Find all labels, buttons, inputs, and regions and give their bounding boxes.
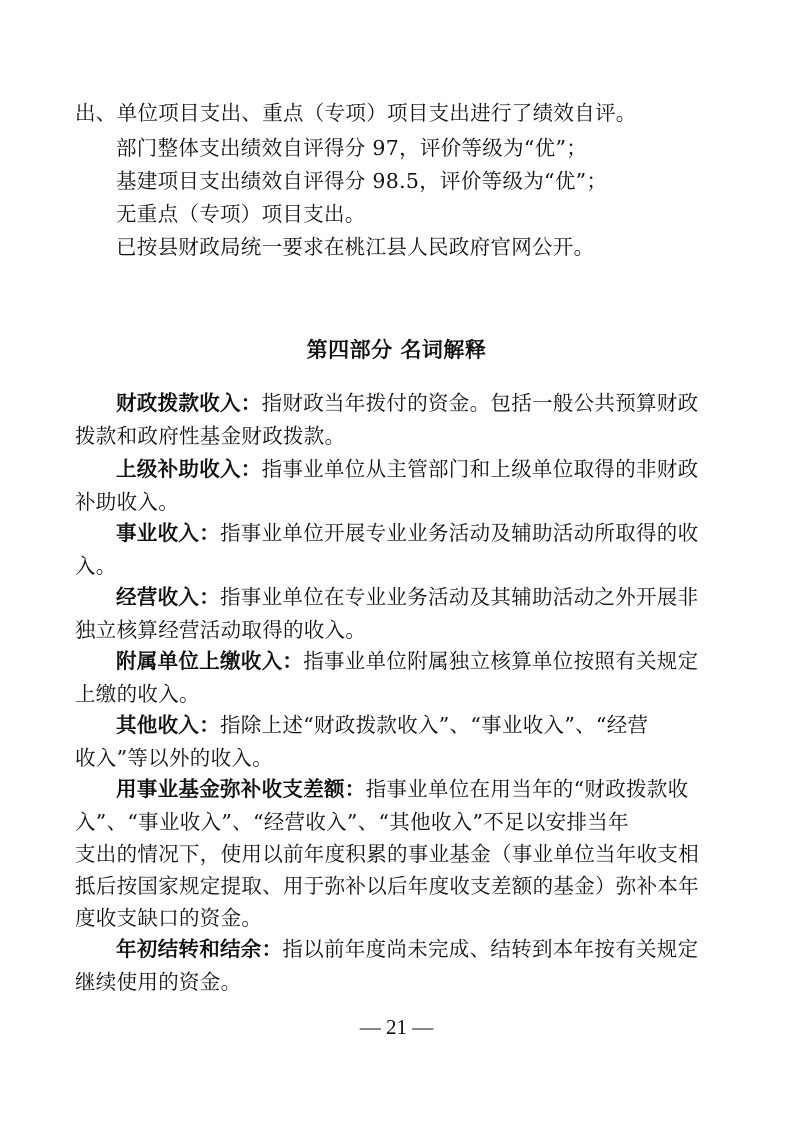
definition-text: 指财政当年拨付的资金。包括一般公共预算财政 (261, 391, 699, 415)
definition-continuation: 入”、“事业收入”、“经营收入”、“其他收入”不足以安排当年 (75, 810, 629, 834)
definition-line (116, 931, 736, 967)
definition-term: 财政拨款收入： (116, 391, 262, 415)
definition-line (116, 707, 736, 743)
definition-line (116, 515, 736, 551)
intro-line-5: 已按县财政局统一要求在桃江县人民政府官网公开。 (116, 235, 595, 259)
definition-term: 经营收入： (116, 585, 220, 609)
definition-text: 指事业单位开展专业业务活动及辅助活动所取得的收 (220, 521, 699, 545)
definition-line (116, 643, 736, 679)
definition-continuation: 继续使用的资金。 (75, 970, 242, 994)
definition-text: 指事业单位从主管部门和上级单位取得的非财政 (261, 457, 699, 481)
definition-line (116, 579, 736, 615)
definition-term: 事业收入： (116, 521, 220, 545)
definition-text: 指事业单位在专业业务活动及其辅助活动之外开展非 (220, 585, 699, 609)
definition-continuation: 入。 (75, 554, 117, 578)
definition-continuation: 独立核算经营活动取得的收入。 (75, 618, 367, 642)
definition-continuation: 补助收入。 (75, 490, 179, 514)
definition-continuation: 抵后按国家规定提取、用于弥补以后年度收支差额的基金）弥补本年 (75, 874, 699, 898)
definition-term: 年初结转和结余： (116, 937, 283, 961)
definition-term: 上级补助收入： (116, 457, 262, 481)
intro-line-2: 部门整体支出绩效自评得分 97，评价等级为“优”； (116, 136, 588, 160)
definition-term: 用事业基金弥补收支差额： (116, 777, 366, 801)
definition-line (116, 451, 736, 487)
definition-line (116, 771, 736, 807)
definition-term: 其他收入： (116, 713, 220, 737)
definition-continuation: 支出的情况下，使用以前年度积累的事业基金（事业单位当年收支相 (75, 842, 699, 866)
intro-line-4: 无重点（专项）项目支出。 (116, 202, 366, 226)
definition-line (116, 385, 736, 421)
page-number: — 21 — (359, 1015, 434, 1039)
intro-line-1: 出、单位项目支出、重点（专项）项目支出进行了绩效自评。 (75, 101, 637, 125)
definition-continuation: 拨款和政府性基金财政拨款。 (75, 424, 346, 448)
section-title: 第四部分 名词解释 (306, 338, 487, 362)
definition-continuation: 收入”等以外的收入。 (75, 746, 273, 770)
definition-text: 指事业单位在用当年的“财政拨款收 (365, 777, 689, 801)
intro-line-3: 基建项目支出绩效自评得分 98.5，评价等级为“优”； (116, 169, 608, 193)
definition-continuation: 度收支缺口的资金。 (75, 906, 263, 930)
definition-text: 指事业单位附属独立核算单位按照有关规定 (303, 649, 699, 673)
definition-text: 指以前年度尚未完成、结转到本年按有关规定 (282, 937, 699, 961)
definition-term: 附属单位上缴收入： (116, 649, 304, 673)
definition-continuation: 上缴的收入。 (75, 682, 200, 706)
definition-text: 指除上述“财政拨款收入”、“事业收入”、“经营 (220, 713, 649, 737)
